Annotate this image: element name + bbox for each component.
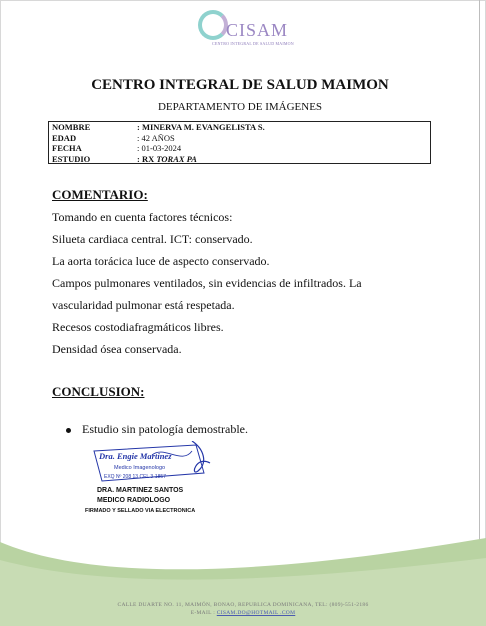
comment-line: La aorta torácica luce de aspecto conservado. xyxy=(52,254,270,268)
footer-email-label: E-MAIL : xyxy=(190,610,217,616)
logo-word: CISAM xyxy=(226,20,289,40)
age-label: EDAD xyxy=(52,132,77,143)
comment-line: Tomando en cuenta factores técnicos: xyxy=(52,210,233,224)
stamp-id: EXQ Nº 208 13 CEL 3-1857 xyxy=(104,474,166,480)
comment-line: Campos pulmonares ventilados, sin evidencias de infiltrados. La xyxy=(52,276,362,290)
department-name: DEPARTAMENTO DE IMÁGENES xyxy=(157,101,323,113)
info-row-name xyxy=(52,122,430,133)
cisam-logo xyxy=(196,8,301,50)
signed-electronically-note: FIRMADO Y SELLADO VIA ELECTRONICA xyxy=(85,508,196,514)
study-prefix: : RX xyxy=(137,153,157,164)
patient-info-box xyxy=(48,121,431,164)
footer-email-line xyxy=(0,610,486,616)
comment-heading: COMENTARIO: xyxy=(52,187,148,202)
stamp-title: Medico Imagenologo xyxy=(114,465,166,471)
footer-email[interactable]: CISAM.DO@HOTMAIL .COM xyxy=(216,610,296,616)
conclusion-item: Estudio sin patología demostrable. xyxy=(82,422,248,436)
conclusion-heading: CONCLUSION: xyxy=(52,384,145,399)
comment-line: Recesos costodiafragmáticos libres. xyxy=(52,320,224,334)
footer-address: CALLE DUARTE NO. 11, MAIMÓN, BONAO, REPUBLICA DOMINICANA, TEL: (809)-551-2186 xyxy=(117,602,369,608)
bullet-icon xyxy=(66,428,71,433)
logo-subtitle: CENTRO INTEGRAL DE SALUD MAIMON xyxy=(212,41,294,46)
info-row-study xyxy=(52,154,430,165)
stamp-name: Dra. Engie Martinez xyxy=(99,451,172,461)
name-value: : MINERVA M. EVANGELISTA S. xyxy=(137,122,265,132)
date-label: FECHA xyxy=(52,143,82,153)
study-value xyxy=(137,154,197,165)
date-value: : 01-03-2024 xyxy=(137,143,182,153)
signer-name: DRA. MARTINEZ SANTOS xyxy=(97,487,184,494)
comment-line: Densidad ósea conservada. xyxy=(52,342,182,356)
comment-line: Silueta cardiaca central. ICT: conservado. xyxy=(52,232,253,246)
comment-line: vascularidad pulmonar está respetada. xyxy=(52,298,235,312)
logo-ring-icon xyxy=(198,10,228,40)
study-label: ESTUDIO xyxy=(52,153,91,164)
info-row-date xyxy=(52,143,430,154)
doctor-stamp xyxy=(92,441,214,485)
age-value: : 42 AÑOS xyxy=(137,132,175,143)
study-name: TORAX PA xyxy=(156,153,197,164)
signer-title: MEDICO RADIOLOGO xyxy=(97,497,171,504)
info-row-age xyxy=(52,133,430,144)
document-title: CENTRO INTEGRAL DE SALUD MAIMON xyxy=(91,77,389,93)
name-label: NOMBRE xyxy=(52,122,91,132)
